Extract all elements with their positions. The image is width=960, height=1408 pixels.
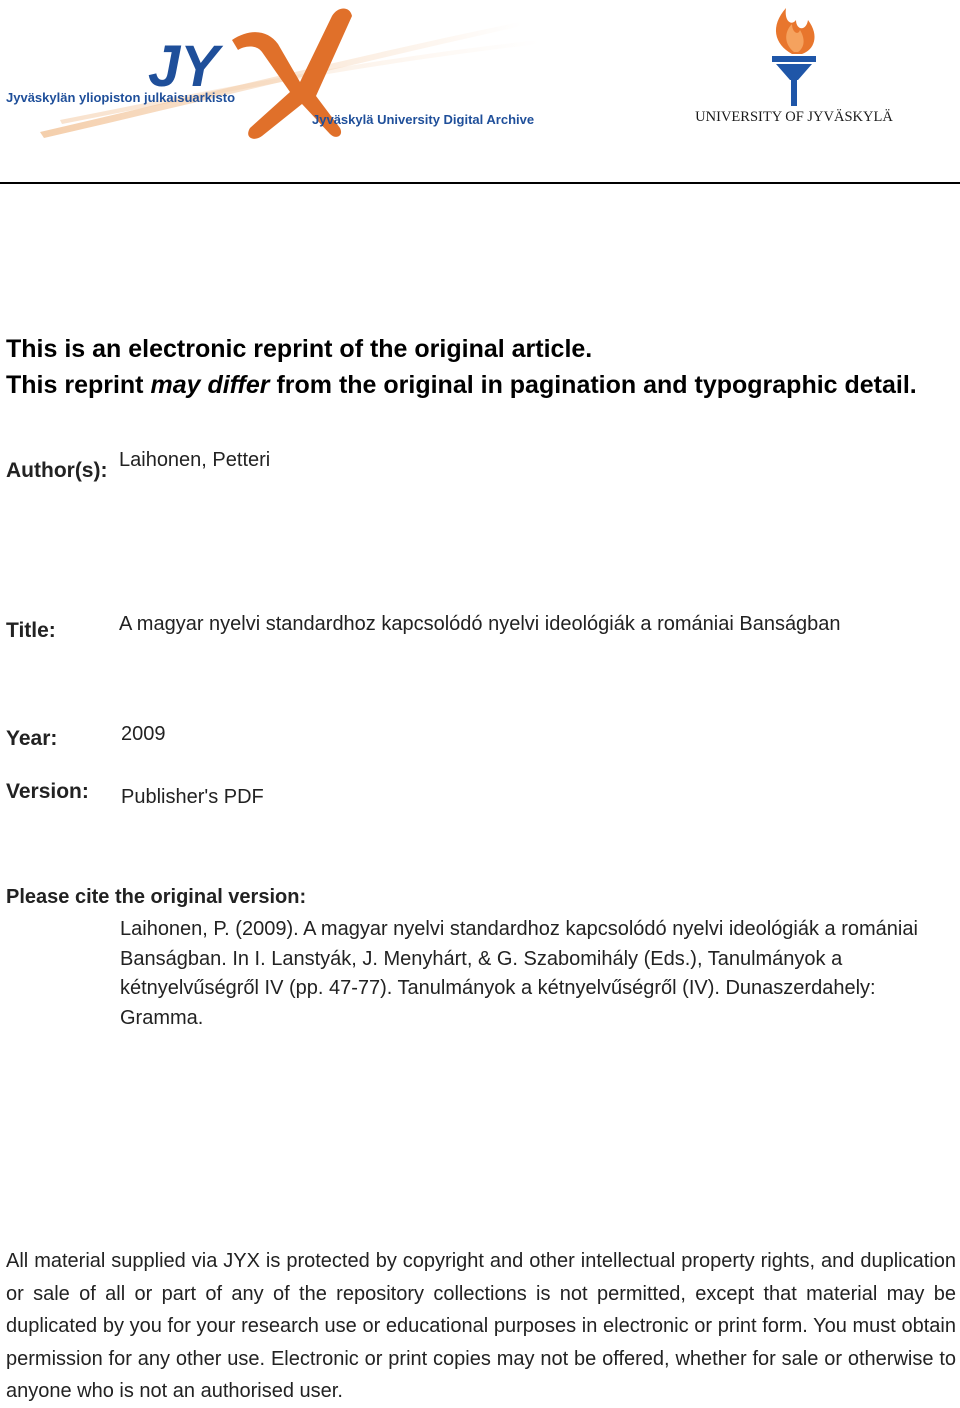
version-label: Version: [6,780,89,803]
university-name: UNIVERSITY OF JYVÄSKYLÄ [695,109,893,125]
jyx-tagline-fi: Jyväskylän yliopiston julkaisuarkisto [6,90,236,105]
notice-emphasis: may differ [150,371,270,399]
notice-prefix: This reprint [6,371,151,399]
title-label: Title: [6,619,56,642]
citation-text: Laihonen, P. (2009). A magyar nyelvi standardhoz kapcsolódó nyelvi ideológiák a romániai Banságban. In I. Lanstyák, J. Menyhárt, & G. Szabomihály (Eds.), Tanulmányok a kétnyelvűségről IV (pp. 47-77). Tanulmányok a kétnyelvűségről (IV). Dunaszerdahely: Gramma. [120,918,918,1029]
year-label: Year: [6,727,58,750]
jyx-logo [0,0,560,150]
jyx-mark-text: JY [148,34,219,99]
notice-suffix: from the original in pagination and typographic detail. [269,371,917,399]
author-label: Author(s): [6,459,108,482]
author-value: Laihonen, Petteri [119,449,271,471]
header-divider [0,182,960,184]
university-logo [670,0,960,150]
jyx-logo-graphic [0,0,560,150]
reprint-notice-line-2 [6,371,917,400]
jyx-tagline-en: Jyväskylä University Digital Archive [312,112,535,127]
citation-heading: Please cite the original version: [6,886,307,908]
reprint-notice-line-1: This is an electronic reprint of the original article. [6,335,593,363]
version-value: Publisher's PDF [121,786,264,808]
year-value: 2009 [121,723,166,745]
torch-icon [670,0,960,150]
copyright-notice: All material supplied via JYX is protected by copyright and other intellectual property rights, and duplication or sale of all or part of any of the repository collections is not permitted, except that material may be duplicated by you for your research use or educational purposes in electronic or print form. You must obtain permission for any other use. Electronic or print copies may not be offered, whether for sale or otherwise to anyone who is not an authorised user. [6,1250,956,1402]
jyx-mark-x: X [0,0,1,1]
title-value: A magyar nyelvi standardhoz kapcsolódó nyelvi ideológiák a romániai Banságban [119,613,841,635]
